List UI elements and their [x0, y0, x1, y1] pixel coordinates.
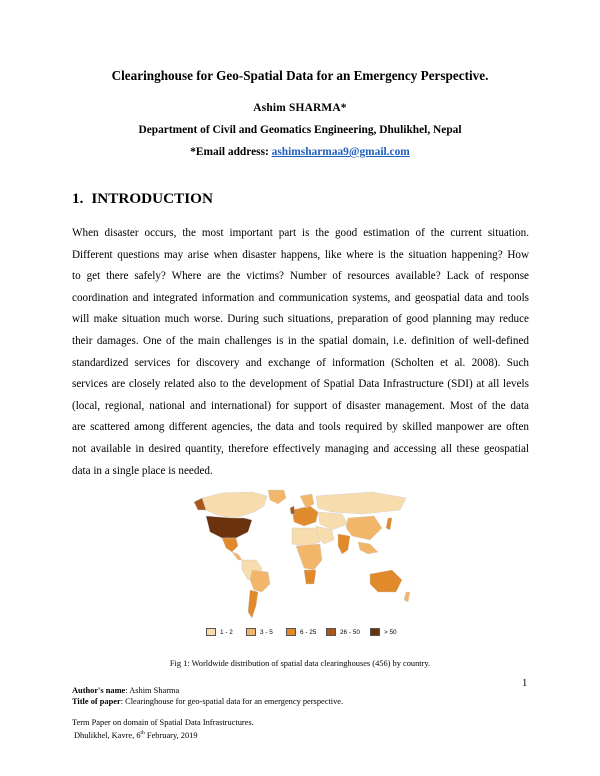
paragraph-line: Different questions may arise when disaster happens, like where is the situation happening? How: [72, 248, 529, 261]
legend-label: 26 - 50: [340, 628, 360, 636]
paragraph-line: (local, regional, national and international) for support of disaster management. Most of the data: [72, 399, 529, 412]
affiliation: Department of Civil and Geomatics Engineering, Dhulikhel, Nepal: [138, 124, 462, 136]
paragraph-line: services are closely related also to the development of Spatial Data Infrastructure (SDI) at all levels: [72, 378, 529, 391]
footer-title-label: Title of paper: [72, 697, 121, 706]
email-label: *Email address:: [190, 146, 272, 158]
paragraph-line: to get there safely? Where are the victims? Number of resources available? Lack of response: [72, 270, 529, 283]
paragraph-line: data in a single place is needed.: [72, 464, 213, 477]
paragraph-line: not available in desired quantity, therefore effectively managing and accessing all these geospatial: [72, 442, 529, 455]
email-link[interactable]: ashimsharmaa9@gmail.com: [271, 146, 410, 158]
map-north-africa: [292, 528, 320, 546]
footer-author-label: Author's name: [72, 686, 126, 695]
legend-item: [246, 628, 273, 636]
footer-note: Term Paper on domain of Spatial Data Infrastructures.: [72, 718, 254, 727]
page-number: 1: [522, 678, 528, 689]
legend-label: 1 - 2: [220, 628, 233, 636]
email-line: [0, 146, 600, 158]
legend-swatch: [326, 628, 336, 636]
figure-caption: Fig 1: Worldwide distribution of spatial data clearinghouses (456) by country.: [169, 659, 431, 668]
map-south-africa: [304, 570, 316, 584]
paragraph-line: are scattered among different agencies, the data and tools required by skilled manpower are often: [72, 421, 529, 434]
footer-date-sup: th: [140, 730, 145, 736]
paragraph-line: their damages. One of the main challenges is in the spatial domain, i.e. definition of well-defined: [72, 334, 529, 347]
legend-item: [326, 628, 360, 636]
footer-date-prefix: Dhulikhel, Kavre, 6: [74, 730, 141, 740]
paragraph-line: standardized services for discovery and exchange of information (Scholten et al. 2008). Such: [72, 356, 529, 369]
author-name: Ashim SHARMA*: [253, 102, 347, 114]
section-number: 1.: [72, 190, 84, 207]
footer-place-date: [74, 730, 198, 740]
legend-swatch: [286, 628, 296, 636]
legend-item: [370, 628, 397, 636]
footer-author-value: : Ashim Sharma: [125, 686, 180, 695]
legend-swatch: [370, 628, 380, 636]
legend-label: > 50: [384, 628, 397, 636]
map-legend: [206, 628, 406, 640]
introduction-paragraph: [72, 223, 529, 482]
footer-title-value: : Clearinghouse for geo-spatial data for an emergency perspective.: [120, 697, 344, 706]
legend-swatch: [206, 628, 216, 636]
legend-label: 3 - 5: [260, 628, 273, 636]
footer-date-suffix: February, 2019: [144, 730, 198, 740]
legend-label: 6 - 25: [300, 628, 317, 636]
world-map-figure: [192, 488, 422, 624]
footer-title: [72, 697, 343, 706]
paragraph-line: will make situation much worse. During such situations, preparation of good planning may reduce: [72, 313, 529, 326]
section-title: INTRODUCTION: [91, 190, 213, 207]
paragraph-line: coordination and integrated information and communication systems, and geospatial data and tools: [72, 291, 529, 304]
legend-swatch: [246, 628, 256, 636]
paper-title: Clearinghouse for Geo-Spatial Data for an Emergency Perspective.: [111, 68, 489, 83]
paragraph-line: When disaster occurs, the most important part is the good estimation of the current situation.: [72, 227, 529, 239]
section-heading: [72, 190, 213, 208]
legend-item: [286, 628, 316, 636]
footer-author: [72, 686, 179, 695]
legend-item: [206, 628, 233, 636]
